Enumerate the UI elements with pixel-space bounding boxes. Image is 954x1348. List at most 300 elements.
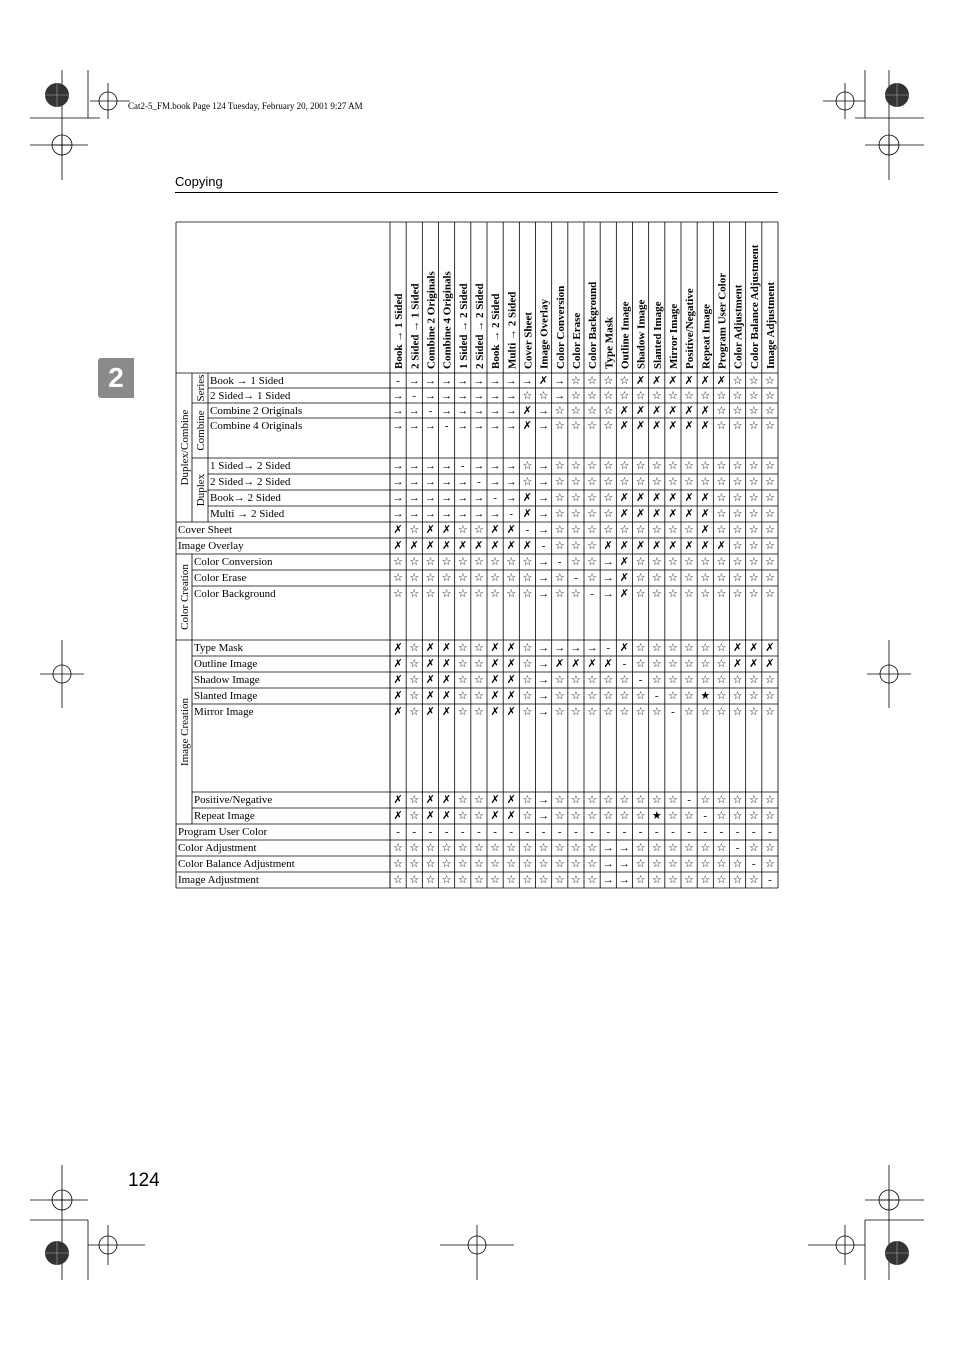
table-cell: → [473, 492, 485, 504]
table-cell: → [538, 508, 550, 520]
table-cell: ☆ [457, 642, 468, 654]
table-cell: ✗ [603, 540, 613, 552]
table-cell: ☆ [603, 810, 614, 822]
table-cell: ✗ [441, 642, 452, 654]
table-cell: ☆ [732, 405, 743, 417]
table-cell: ☆ [716, 588, 727, 600]
table-cell: ✗ [765, 642, 775, 654]
row-label: Book → 1 Sided [210, 375, 284, 387]
table-cell: → [489, 390, 501, 402]
table-cell: ☆ [409, 524, 420, 536]
table-cell: ☆ [684, 460, 695, 472]
table-cell: ☆ [490, 842, 501, 854]
table-cell: ☆ [764, 588, 775, 600]
table-cell: ☆ [473, 706, 484, 718]
table-cell: ☆ [684, 588, 695, 600]
table-cell: → [392, 390, 404, 402]
table-cell: ✗ [425, 810, 436, 822]
subgroup-label: Combine [195, 410, 207, 451]
chapter-tab: 2 [98, 358, 134, 398]
table-cell: → [473, 405, 485, 417]
table-cell: ☆ [764, 460, 775, 472]
table-cell: → [602, 588, 614, 600]
table-cell: ✗ [619, 492, 630, 504]
row-label: Type Mask [194, 642, 244, 654]
table-cell: - [671, 826, 675, 838]
table-cell: → [538, 405, 550, 417]
table-cell: → [570, 642, 582, 654]
table-cell: ☆ [684, 690, 695, 702]
table-cell: ☆ [700, 572, 711, 584]
table-cell: ☆ [587, 794, 598, 806]
table-cell: ☆ [764, 842, 775, 854]
table-cell: ☆ [554, 810, 565, 822]
table-cell: ☆ [570, 858, 581, 870]
table-cell: ☆ [409, 674, 420, 686]
row-label: Multi → 2 Sided [210, 508, 285, 520]
table-cell: ✗ [425, 540, 436, 552]
table-cell: → [538, 658, 550, 670]
column-header: Combine 2 Originals [425, 271, 438, 369]
table-cell: ☆ [441, 572, 452, 584]
row-label: Combine 4 Originals [210, 420, 303, 432]
row-label: Program User Color [178, 826, 268, 838]
table-cell: ☆ [635, 588, 646, 600]
table-cell: → [424, 375, 436, 387]
table-cell: ✗ [635, 492, 646, 504]
table-cell: ☆ [409, 642, 420, 654]
table-cell: ✗ [668, 375, 678, 387]
table-cell: ✗ [490, 540, 500, 552]
table-cell: - [509, 508, 514, 520]
table-cell: ☆ [619, 674, 630, 686]
row-label: Color Background [194, 588, 276, 600]
table-cell: ☆ [473, 674, 484, 686]
table-cell: → [505, 405, 517, 417]
table-cell: ✗ [700, 405, 710, 417]
table-cell: ☆ [667, 524, 678, 536]
table-cell: ☆ [651, 674, 662, 686]
table-cell: ✗ [700, 524, 710, 536]
table-cell: ☆ [473, 810, 484, 822]
row-label: Color Balance Adjustment [178, 858, 295, 870]
table-cell: ☆ [457, 524, 468, 536]
column-header: 2 Sided → 1 Sided [409, 283, 422, 369]
table-cell: ☆ [603, 476, 614, 488]
table-cell: ☆ [393, 556, 404, 568]
table-cell: ✗ [409, 540, 419, 552]
table-cell: ☆ [667, 858, 678, 870]
table-cell: ☆ [732, 460, 743, 472]
table-cell: ☆ [748, 405, 759, 417]
table-cell: - [590, 588, 594, 600]
table-cell: ☆ [700, 658, 711, 670]
table-cell: ☆ [667, 794, 678, 806]
table-cell: ☆ [587, 706, 598, 718]
table-cell: ☆ [716, 706, 727, 718]
table-cell: ✗ [506, 706, 516, 718]
table-cell: ☆ [764, 390, 775, 402]
table-cell: ☆ [619, 706, 630, 718]
table-cell: ☆ [635, 810, 646, 822]
table-cell: ✗ [425, 642, 436, 654]
table-cell: ✗ [603, 658, 613, 670]
table-cell: ✗ [652, 492, 662, 504]
table-cell: → [538, 810, 550, 822]
table-cell: ✗ [441, 690, 452, 702]
table-cell: ☆ [587, 524, 598, 536]
table-cell: ✗ [684, 405, 694, 417]
table-cell: ☆ [409, 842, 420, 854]
table-cell: - [444, 420, 449, 432]
table-cell: ☆ [393, 572, 404, 584]
table-cell: - [622, 826, 627, 838]
table-cell: ☆ [538, 842, 549, 854]
table-cell: ☆ [748, 874, 759, 886]
table-cell: ☆ [748, 460, 759, 472]
table-cell: ☆ [635, 858, 646, 870]
column-header: Book → 2 Sided [490, 293, 503, 369]
table-cell: → [554, 375, 566, 387]
table-cell: ☆ [684, 658, 695, 670]
table-cell: ☆ [716, 642, 727, 654]
table-cell: ☆ [716, 508, 727, 520]
table-cell: ✗ [393, 794, 403, 806]
table-cell: ☆ [457, 658, 468, 670]
table-cell: ☆ [716, 572, 727, 584]
column-header: Color Conversion [554, 285, 567, 369]
table-cell: ☆ [619, 524, 630, 536]
table-cell: → [457, 405, 469, 417]
table-cell: ☆ [684, 556, 695, 568]
table-cell: ☆ [425, 858, 436, 870]
table-cell: - [622, 658, 627, 670]
table-cell: ☆ [554, 674, 565, 686]
table-cell: → [473, 420, 485, 432]
table-cell: ✗ [732, 642, 743, 654]
table-cell: ✗ [441, 524, 452, 536]
table-cell: → [538, 674, 550, 686]
table-cell: ☆ [587, 572, 598, 584]
table-cell: ☆ [570, 810, 581, 822]
table-cell: ☆ [651, 588, 662, 600]
table-cell: ☆ [748, 572, 759, 584]
table-cell: ☆ [667, 476, 678, 488]
table-cell: ✗ [668, 405, 678, 417]
table-cell: ✗ [619, 642, 630, 654]
table-cell: ☆ [716, 674, 727, 686]
table-cell: ☆ [764, 794, 775, 806]
table-cell: ☆ [716, 810, 727, 822]
column-header: Color Background [587, 281, 600, 369]
table-cell: ☆ [570, 390, 581, 402]
table-cell: ☆ [441, 588, 452, 600]
table-cell: → [618, 874, 630, 886]
table-cell: ☆ [716, 524, 727, 536]
table-cell: → [441, 405, 453, 417]
table-cell: ☆ [409, 810, 420, 822]
table-cell: → [392, 405, 404, 417]
table-cell: ☆ [506, 858, 517, 870]
table-cell: → [521, 375, 533, 387]
table-cell: ☆ [651, 390, 662, 402]
table-cell: ☆ [716, 405, 727, 417]
table-cell: ☆ [764, 476, 775, 488]
table-cell: ✗ [555, 658, 565, 670]
row-label: Combine 2 Originals [210, 405, 303, 417]
table-cell: ✗ [635, 420, 646, 432]
table-cell: ☆ [764, 508, 775, 520]
table-cell: ☆ [506, 572, 517, 584]
table-cell: → [505, 476, 517, 488]
table-cell: ☆ [570, 842, 581, 854]
column-header: Outline Image [619, 301, 632, 369]
table-cell: ☆ [732, 540, 743, 552]
column-header: Combine 4 Originals [441, 271, 454, 369]
table-cell: - [412, 826, 417, 838]
table-cell: ☆ [473, 858, 484, 870]
table-cell: → [441, 460, 453, 472]
table-cell: ✗ [522, 492, 533, 504]
table-cell: ☆ [457, 858, 468, 870]
table-cell: ✗ [425, 794, 436, 806]
table-cell: → [538, 690, 550, 702]
table-cell: ☆ [473, 690, 484, 702]
table-cell: ☆ [619, 476, 630, 488]
table-cell: ☆ [457, 842, 468, 854]
table-cell: ✗ [393, 690, 403, 702]
table-cell: ☆ [554, 460, 565, 472]
table-cell: ☆ [667, 658, 678, 670]
table-cell: ☆ [522, 390, 533, 402]
table-cell: ☆ [716, 420, 727, 432]
table-cell: - [687, 794, 691, 806]
table-cell: ☆ [570, 690, 581, 702]
table-cell: ✗ [635, 405, 646, 417]
table-cell: → [602, 572, 614, 584]
table-cell: ☆ [554, 540, 565, 552]
table-cell: ☆ [603, 460, 614, 472]
table-cell: ☆ [667, 642, 678, 654]
table-cell: ☆ [570, 540, 581, 552]
table-cell: ✗ [490, 794, 500, 806]
table-cell: ☆ [732, 588, 743, 600]
table-cell: ✗ [652, 508, 662, 520]
table-cell: → [408, 405, 420, 417]
table-cell: → [489, 375, 501, 387]
table-cell: ✗ [619, 588, 630, 600]
table-cell: → [586, 642, 598, 654]
table-cell: ☆ [554, 588, 565, 600]
table-cell: ☆ [441, 556, 452, 568]
table-cell: ☆ [587, 375, 598, 387]
table-cell: → [538, 642, 550, 654]
table-cell: ☆ [667, 810, 678, 822]
table-cell: ☆ [490, 572, 501, 584]
table-cell: ✗ [635, 540, 646, 552]
table-cell: ☆ [554, 420, 565, 432]
table-cell: ☆ [603, 405, 614, 417]
table-cell: - [735, 842, 740, 854]
table-cell: ☆ [554, 706, 565, 718]
table-cell: ✗ [506, 540, 516, 552]
table-cell: - [703, 810, 708, 822]
table-cell: ✗ [522, 420, 533, 432]
table-cell: ☆ [700, 706, 711, 718]
table-cell: ☆ [748, 390, 759, 402]
table-cell: ☆ [570, 524, 581, 536]
table-cell: - [638, 826, 643, 838]
column-header: Color Adjustment [732, 284, 745, 369]
table-cell: ✗ [490, 658, 500, 670]
column-header: Color Balance Adjustment [748, 244, 761, 369]
table-cell: - [493, 492, 497, 504]
table-cell: ✗ [749, 658, 759, 670]
table-cell: ✗ [652, 375, 662, 387]
table-cell: → [424, 508, 436, 520]
table-cell: ☆ [684, 706, 695, 718]
table-cell: ☆ [457, 794, 468, 806]
table-cell: → [473, 508, 485, 520]
table-cell: ☆ [409, 572, 420, 584]
table-cell: ✗ [652, 405, 662, 417]
table-cell: ☆ [570, 674, 581, 686]
table-cell: ☆ [473, 556, 484, 568]
column-header: Book → 1 Sided [393, 293, 406, 369]
table-cell: ☆ [554, 858, 565, 870]
table-cell: ✗ [441, 810, 452, 822]
table-cell: ☆ [635, 690, 646, 702]
table-cell: ☆ [554, 492, 565, 504]
table-cell: ☆ [619, 810, 630, 822]
table-cell: ☆ [490, 874, 501, 886]
table-cell: ☆ [603, 508, 614, 520]
table-cell: ✗ [393, 540, 403, 552]
table-cell: ☆ [764, 690, 775, 702]
table-cell: ☆ [522, 658, 533, 670]
table-cell: → [538, 556, 550, 568]
table-cell: ☆ [554, 405, 565, 417]
table-cell: ☆ [409, 556, 420, 568]
table-cell: - [477, 826, 481, 838]
table-cell: → [408, 492, 420, 504]
table-cell: ☆ [522, 810, 533, 822]
table-cell: ✗ [393, 642, 403, 654]
table-cell: ☆ [570, 492, 581, 504]
row-label: Book→ 2 Sided [210, 492, 281, 504]
table-cell: → [424, 492, 436, 504]
table-cell: → [602, 842, 614, 854]
table-cell: - [751, 858, 756, 870]
table-cell: ☆ [716, 874, 727, 886]
table-cell: ☆ [570, 420, 581, 432]
table-cell: ✗ [716, 540, 727, 552]
table-cell: ☆ [441, 874, 452, 886]
table-cell: ✗ [635, 375, 646, 387]
table-cell: ☆ [570, 588, 581, 600]
row-label: Slanted Image [194, 690, 258, 702]
row-label: Cover Sheet [178, 524, 233, 536]
table-cell: ✗ [506, 658, 516, 670]
table-cell: → [538, 460, 550, 472]
table-cell: ☆ [635, 658, 646, 670]
table-cell: ☆ [635, 706, 646, 718]
row-label: 1 Sided→ 2 Sided [210, 460, 291, 472]
table-cell: ☆ [732, 524, 743, 536]
table-cell: ☆ [748, 508, 759, 520]
table-cell: ☆ [603, 492, 614, 504]
column-header: Positive/Negative [684, 288, 697, 369]
table-cell: ☆ [732, 706, 743, 718]
table-cell: - [606, 642, 611, 654]
table-cell: ☆ [587, 420, 598, 432]
table-cell: → [473, 460, 485, 472]
table-cell: ☆ [764, 572, 775, 584]
table-cell: ☆ [457, 674, 468, 686]
table-cell: ☆ [570, 874, 581, 886]
table-cell: ☆ [441, 858, 452, 870]
table-cell: ✗ [506, 810, 516, 822]
table-cell: - [590, 826, 594, 838]
row-label: Mirror Image [194, 706, 254, 718]
row-label: 2 Sided→ 2 Sided [210, 476, 291, 488]
table-cell: ☆ [587, 810, 598, 822]
table-cell: ☆ [635, 476, 646, 488]
table-cell: ☆ [554, 572, 565, 584]
table-cell: → [538, 420, 550, 432]
table-cell: - [557, 556, 562, 568]
table-cell: ☆ [393, 588, 404, 600]
table-cell: ✗ [700, 540, 710, 552]
table-cell: ☆ [748, 540, 759, 552]
table-cell: ☆ [409, 706, 420, 718]
table-cell: - [525, 524, 530, 536]
table-cell: - [654, 826, 659, 838]
table-cell: ☆ [490, 556, 501, 568]
table-cell: ☆ [522, 556, 533, 568]
table-cell: → [538, 572, 550, 584]
table-cell: ☆ [587, 460, 598, 472]
table-cell: → [457, 508, 469, 520]
table-cell: ☆ [700, 674, 711, 686]
table-cell: - [541, 540, 546, 552]
table-cell: ☆ [684, 842, 695, 854]
table-cell: ☆ [554, 508, 565, 520]
subgroup-label: Duplex [195, 473, 207, 507]
table-cell: ☆ [473, 572, 484, 584]
table-cell: ☆ [716, 658, 727, 670]
column-header: Type Mask [603, 316, 616, 369]
table-cell: ☆ [748, 674, 759, 686]
table-cell: - [412, 390, 417, 402]
table-cell: → [457, 420, 469, 432]
table-cell: ☆ [732, 810, 743, 822]
table-cell: → [408, 375, 420, 387]
table-cell: ☆ [700, 642, 711, 654]
table-cell: ☆ [603, 674, 614, 686]
table-cell: ✗ [587, 658, 597, 670]
table-cell: ✗ [425, 706, 436, 718]
table-cell: ☆ [587, 842, 598, 854]
table-cell: ✗ [458, 540, 468, 552]
table-cell: - [460, 460, 465, 472]
table-cell: ✗ [425, 690, 436, 702]
table-cell: ☆ [748, 706, 759, 718]
table-cell: ☆ [425, 588, 436, 600]
table-cell: ☆ [635, 556, 646, 568]
table-cell: ☆ [587, 390, 598, 402]
table-cell: - [768, 874, 772, 886]
